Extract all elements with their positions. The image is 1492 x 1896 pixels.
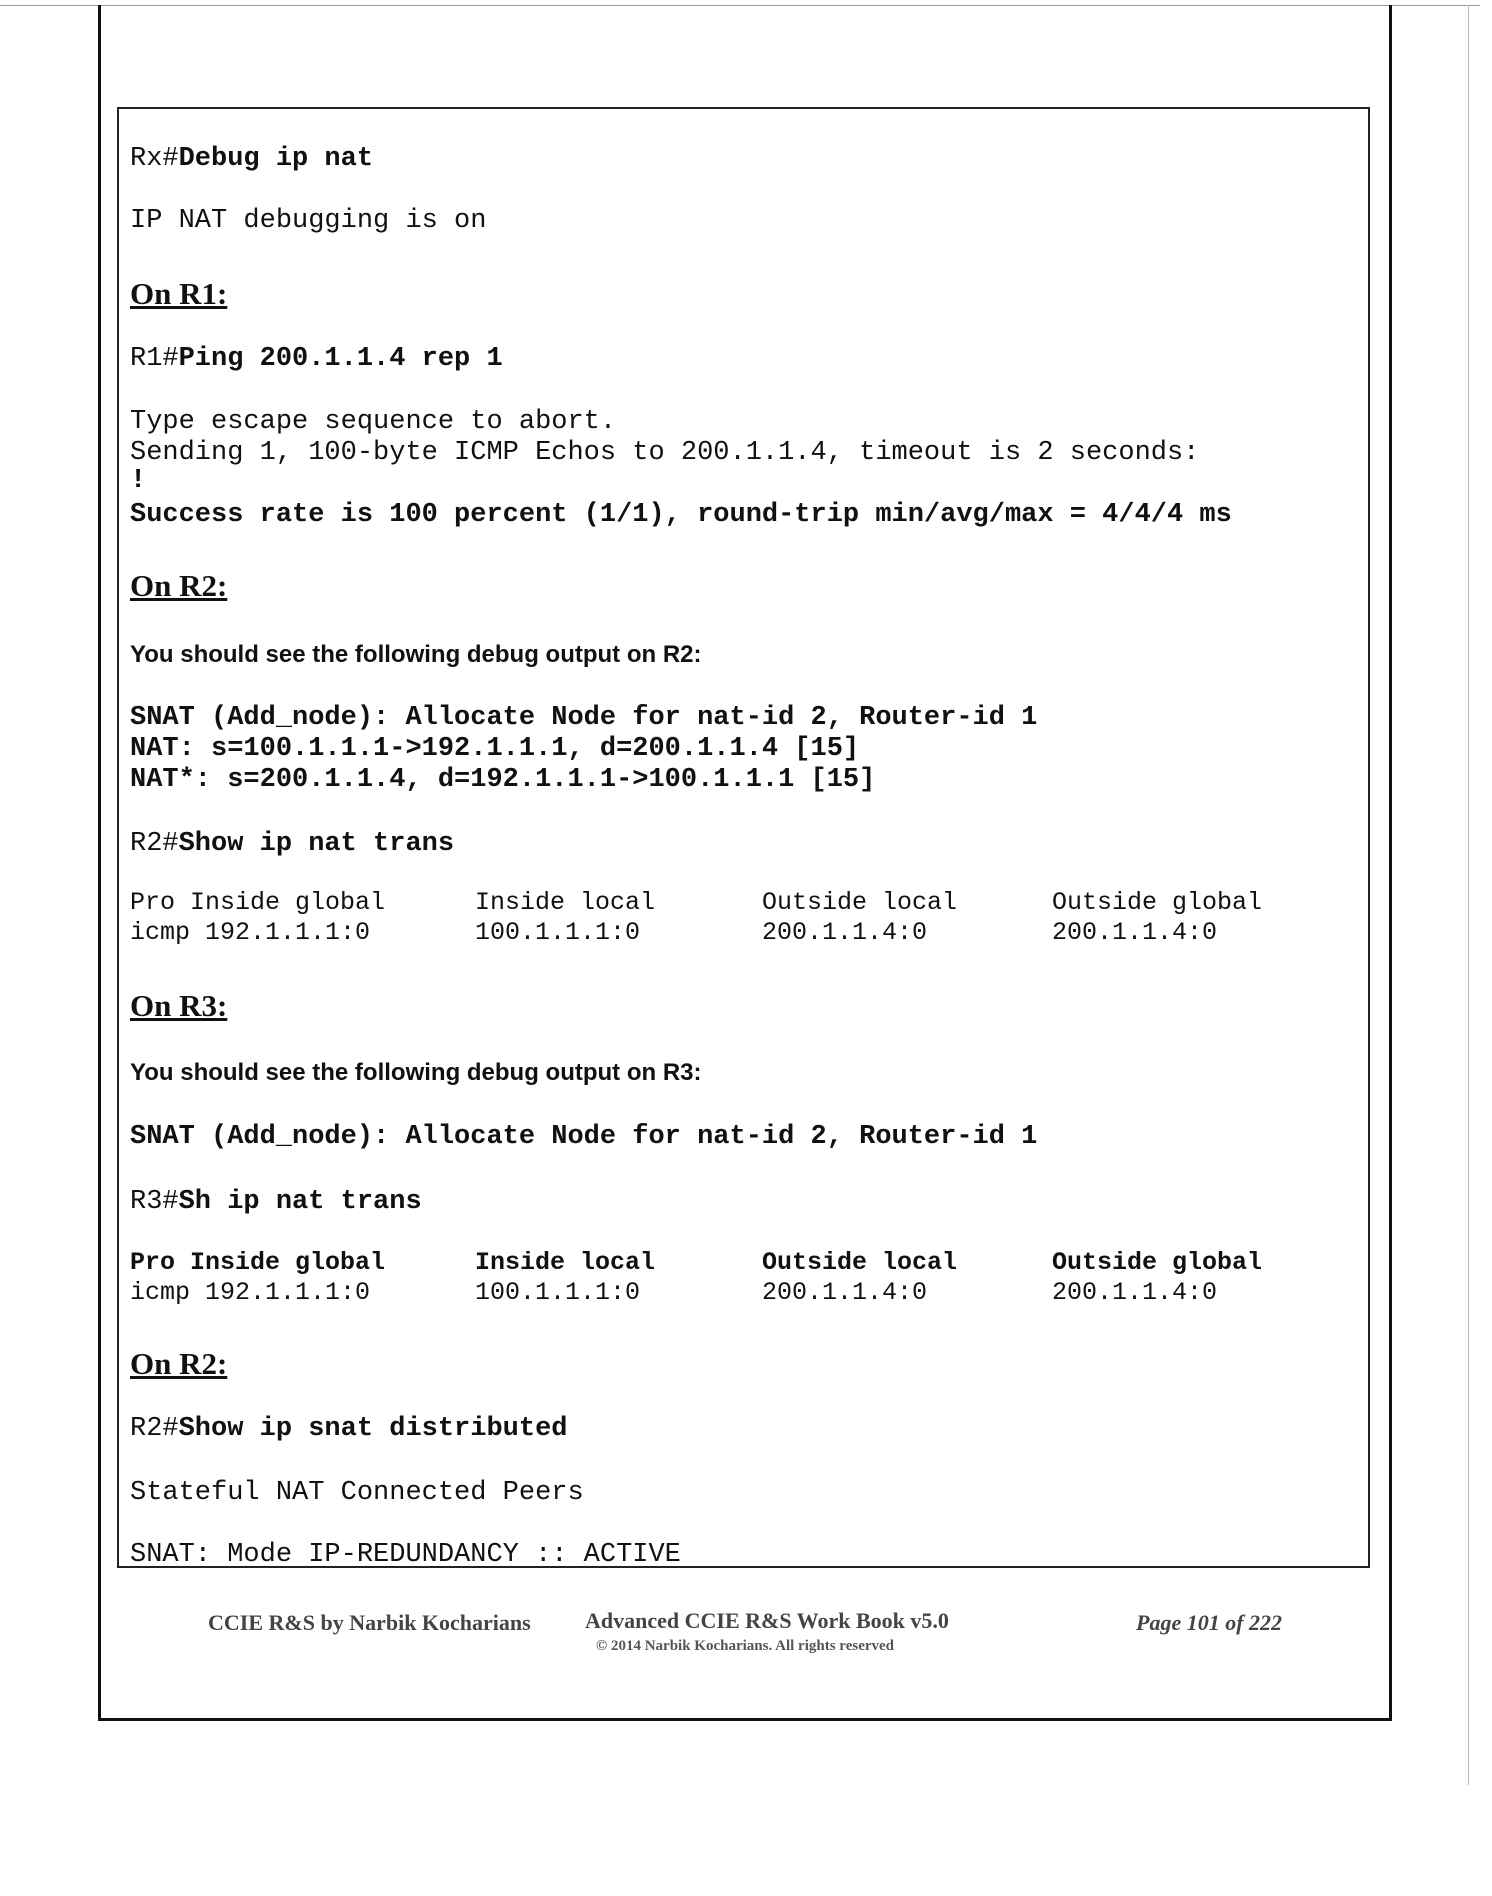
table-cell: 200.1.1.4:0: [762, 918, 928, 947]
table-cell: icmp 192.1.1.1:0: [130, 1278, 371, 1307]
ping-command-line: [130, 343, 503, 375]
table-cell: 100.1.1.1:0: [475, 918, 641, 947]
section-heading-r2-second: On R2:: [130, 1346, 228, 1381]
table-cell: 200.1.1.4:0: [762, 1278, 928, 1307]
debug-output-line: SNAT (Add_node): Allocate Node for nat-id 2, Router-id 1: [130, 1122, 1038, 1152]
output-line: Sending 1, 100-byte ICMP Echos to 200.1.1.4, timeout is 2 seconds:: [130, 438, 1200, 468]
show-command-line: [130, 1413, 567, 1445]
output-line: SNAT: Mode IP-REDUNDANCY :: ACTIVE: [130, 1540, 681, 1570]
footer-author: CCIE R&S by Narbik Kocharians: [208, 1610, 531, 1635]
show-command-line: [130, 1186, 422, 1218]
debug-command-line: [130, 143, 373, 175]
debug-status-line: IP NAT debugging is on: [130, 206, 487, 236]
table-cell: icmp 192.1.1.1:0: [130, 918, 371, 947]
debug-output-line: NAT*: s=200.1.1.4, d=192.1.1.1->100.1.1.1 [15]: [130, 765, 876, 795]
debug-output-line: SNAT (Add_node): Allocate Node for nat-id 2, Router-id 1: [130, 703, 1038, 733]
instruction-note: You should see the following debug output on R3:: [130, 1059, 702, 1086]
command: Ping 200.1.1.4 rep 1: [178, 344, 503, 374]
table-header-cell: Outside local: [762, 888, 958, 917]
table-header-cell: Pro Inside global: [130, 888, 386, 917]
section-heading-r1: On R1:: [130, 276, 228, 311]
footer-book-title: Advanced CCIE R&S Work Book v5.0: [585, 1608, 949, 1633]
prompt: R3#: [130, 1187, 179, 1217]
output-line: Stateful NAT Connected Peers: [130, 1478, 584, 1508]
table-header-cell: Inside local: [475, 1248, 656, 1277]
command: Sh ip nat trans: [178, 1187, 422, 1217]
table-cell: 200.1.1.4:0: [1052, 1278, 1218, 1307]
section-heading-r3: On R3:: [130, 988, 228, 1023]
footer-page-number: Page 101 of 222: [1136, 1610, 1283, 1635]
table-cell: 200.1.1.4:0: [1052, 918, 1218, 947]
table-header-cell: Pro Inside global: [130, 1248, 386, 1277]
debug-output-line: NAT: s=100.1.1.1->192.1.1.1, d=200.1.1.4 [15]: [130, 734, 860, 764]
show-command-line: [130, 828, 454, 860]
prompt: R2#: [130, 1414, 179, 1444]
table-cell: 100.1.1.1:0: [475, 1278, 641, 1307]
footer-copyright: © 2014 Narbik Kocharians. All rights reserved: [596, 1638, 895, 1654]
command: Show ip snat distributed: [178, 1414, 568, 1444]
table-header-cell: Outside global: [1052, 1248, 1263, 1277]
output-line: Type escape sequence to abort.: [130, 407, 617, 437]
instruction-note: You should see the following debug output on R2:: [130, 641, 702, 668]
command: Debug ip nat: [178, 144, 374, 174]
table-header-cell: Outside global: [1052, 888, 1263, 917]
output-line: !: [130, 466, 147, 496]
prompt: R1#: [130, 344, 179, 374]
prompt: R2#: [130, 829, 179, 859]
table-header-cell: Outside local: [762, 1248, 958, 1277]
prompt: Rx#: [130, 144, 179, 174]
command: Show ip nat trans: [178, 829, 455, 859]
section-heading-r2: On R2:: [130, 568, 228, 603]
table-header-cell: Inside local: [475, 888, 656, 917]
success-rate-line: Success rate is 100 percent (1/1), round-trip min/avg/max = 4/4/4 ms: [130, 500, 1232, 530]
right-edge-rule: [1468, 5, 1469, 1785]
